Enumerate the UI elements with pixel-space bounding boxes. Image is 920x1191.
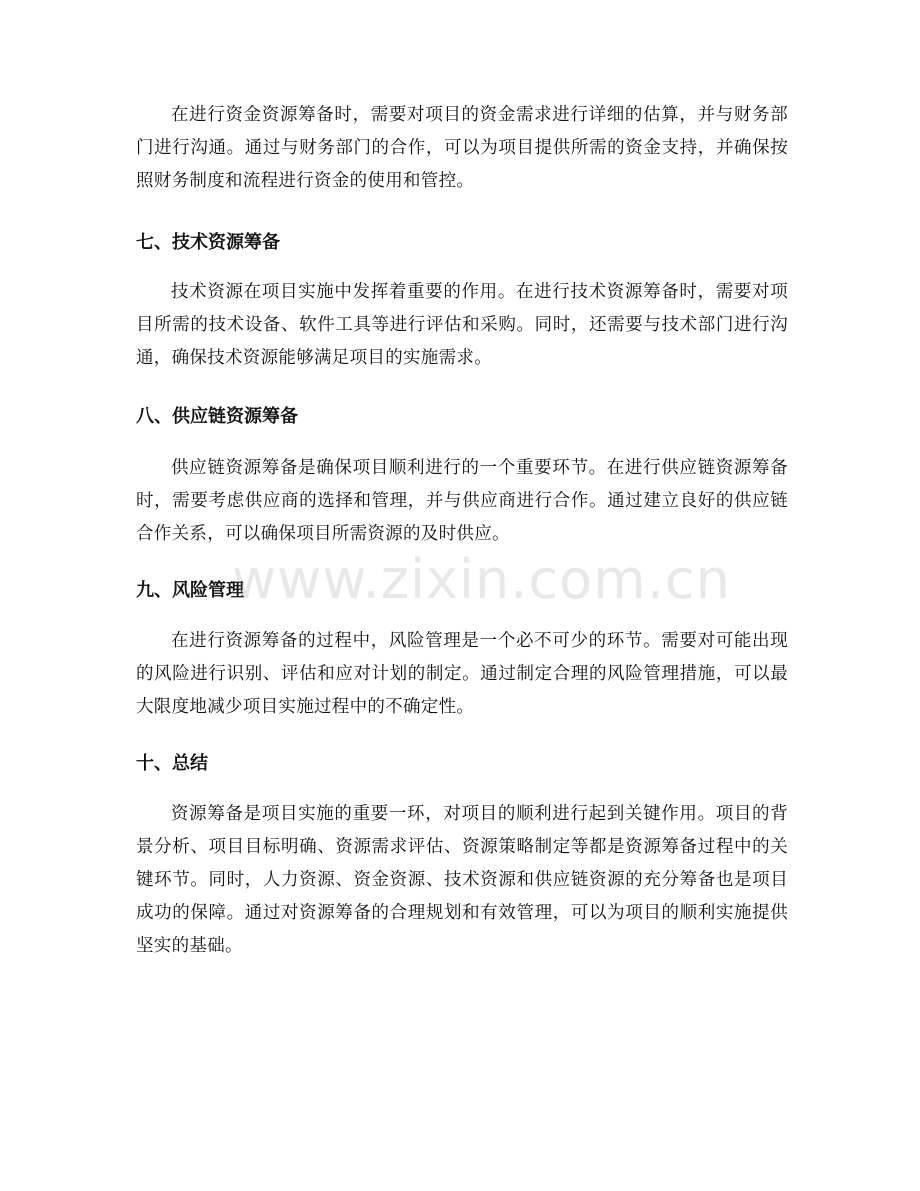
heading-risk-management: 九、风险管理 [136, 580, 244, 601]
heading-summary: 十、总结 [136, 753, 208, 774]
watermark-text: www.zixin.com.cn [232, 548, 731, 611]
paragraph-funding: 在进行资金资源筹备时，需要对项目的资金需求进行详细的估算，并与财务部门进行沟通。通过与财务部门的合作，可以为项目提供所需的资金支持，并确保按照财务制度和流程进行资金的使用和管控。 [136, 105, 788, 191]
paragraph-technical-resources: 技术资源在项目实施中发挥着重要的作用。在进行技术资源筹备时，需要对项目所需的技术设备、软件工具等进行评估和采购。同时，还需要与技术部门进行沟通，确保技术资源能够满足项目的实施需求。 [136, 282, 788, 368]
paragraph-summary: 资源筹备是项目实施的重要一环，对项目的顺利进行起到关键作用。项目的背景分析、项目目标明确、资源需求评估、资源策略制定等都是资源筹备过程中的关键环节。同时，人力资源、资金资源、技术资源和供应链资源的充分筹备也是项目成功的保障。通过对资源筹备的合理规划和有效管理，可以为项目的顺利实施提供坚实的基础。 [136, 804, 788, 956]
heading-supply-chain-resources: 八、供应链资源筹备 [136, 406, 298, 427]
paragraph-supply-chain-resources: 供应链资源筹备是确保项目顺利进行的一个重要环节。在进行供应链资源筹备时，需要考虑供应商的选择和管理，并与供应商进行合作。通过建立良好的供应链合作关系，可以确保项目所需资源的及时供应。 [136, 458, 788, 544]
heading-technical-resources: 七、技术资源筹备 [136, 232, 280, 253]
paragraph-risk-management: 在进行资源筹备的过程中，风险管理是一个必不可少的环节。需要对可能出现的风险进行识别、评估和应对计划的制定。通过制定合理的风险管理措施，可以最大限度地减少项目实施过程中的不确定性。 [136, 631, 788, 717]
